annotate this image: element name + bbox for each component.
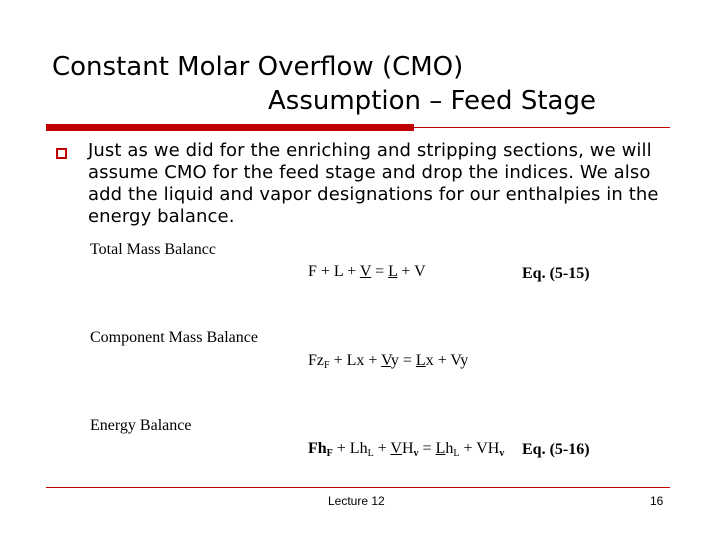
energy-balance-label: Energy Balance [90, 417, 192, 434]
footer-rule [46, 487, 670, 488]
title-line-2: Assumption – Feed Stage [268, 86, 596, 116]
square-bullet-icon [56, 148, 67, 159]
energy-balance-eq-number: Eq. (5-16) [522, 441, 590, 458]
title-line-1: Constant Molar Overflow (CMO) [52, 52, 464, 82]
total-mass-balance-eq-number: Eq. (5-15) [522, 265, 590, 282]
bullet-text: Just as we did for the enriching and stripping sections, we will assume CMO for the feed stage and drop the indices. We also add the liquid and vapor designations for our enthalpies in the energy balance. [88, 140, 659, 227]
title-underline [414, 127, 670, 128]
component-mass-balance-equation: $Fz_F + Lx + Vy = Lx + Vy$ [308, 352, 469, 371]
total-mass-balance-label: Total Mass Balancc [90, 241, 216, 258]
slide-number: 16 [650, 494, 664, 508]
footer-lecture: Lecture 12 [328, 494, 385, 508]
slide-title [52, 50, 692, 118]
total-mass-balance-equation: F + L + V = L + V [308, 263, 426, 280]
energy-balance-equation: $Fh_F + Lh_L + VH_v = Lh_L + VH_v$ [308, 440, 505, 459]
title-accent-bar [46, 124, 414, 131]
component-mass-balance-label: Component Mass Balance [90, 329, 258, 346]
